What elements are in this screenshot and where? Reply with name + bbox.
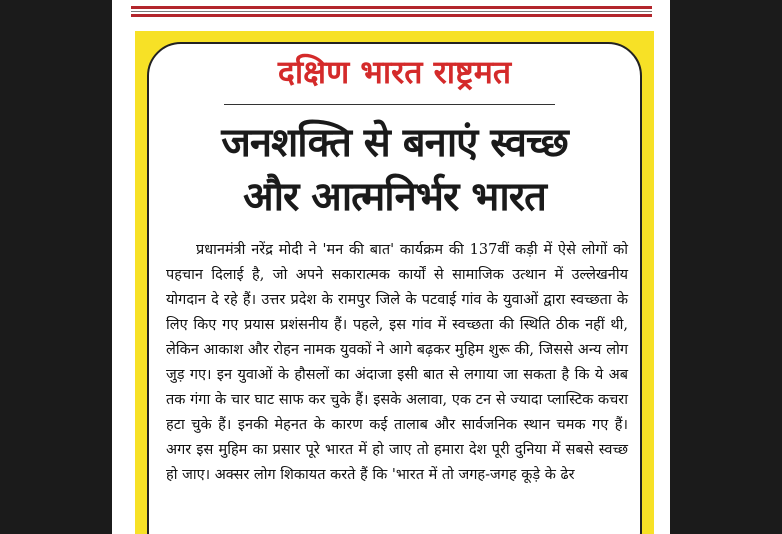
headline-line-2: और आत्मनिर्भर भारत bbox=[243, 174, 546, 220]
editorial-card bbox=[147, 42, 642, 534]
editorial-panel bbox=[135, 31, 654, 534]
article-headline bbox=[149, 116, 640, 224]
header-rule-top bbox=[131, 6, 652, 9]
header-rule-bottom bbox=[131, 14, 652, 17]
headline-line-1: जनशक्ति से बनाएं स्वच्छ bbox=[221, 120, 568, 166]
article-body: प्रधानमंत्री नरेंद्र मोदी ने 'मन की बात' कार्यक्रम की 137वीं कड़ी में ऐसे लोगों को पहचान दिलाई है, जो अपने सकारात्मक कार्यों से सामाजिक उत्थान में उल्लेखनीय योगदान दे रहे हैं। उत्तर प्रदेश के रामपुर जिले के पटवाई गांव के युवाओं द्वारा स्वच्छता के लिए किए गए प्रयास प्रशंसनीय हैं। पहले, इस गांव में स्वच्छता की स्थिति ठीक नहीं थी, लेकिन आकाश और रोहन नामक युवकों ने आगे बढ़कर मुहिम शुरू की, जिससे अन्य लोग जुड़ गए। इन युवाओं के हौसलों का अंदाजा इसी बात से लगाया जा सकता है कि ये अब तक गंगा के चार घाट साफ कर चुके हैं। इसके अलावा, एक टन से ज्यादा प्लास्टिक कचरा हटा चुके हैं। इनकी मेहनत के कारण कई तालाब और सार्वजनिक स्थान चमक गए हैं। अगर इस मुहिम का प्रसार पूरे भारत में हो जाए तो हमारा देश पूरी दुनिया में सबसे स्वच्छ हो जाए। अक्सर लोग शिकायत करते हैं कि 'भारत में तो जगह-जगह कूड़े के ढेर bbox=[166, 242, 628, 483]
publication-underline bbox=[224, 104, 555, 105]
publication-name: दक्षिण भारत राष्ट्रमत bbox=[277, 53, 512, 91]
header-rule-thin bbox=[131, 11, 652, 12]
newspaper-page bbox=[112, 0, 670, 534]
